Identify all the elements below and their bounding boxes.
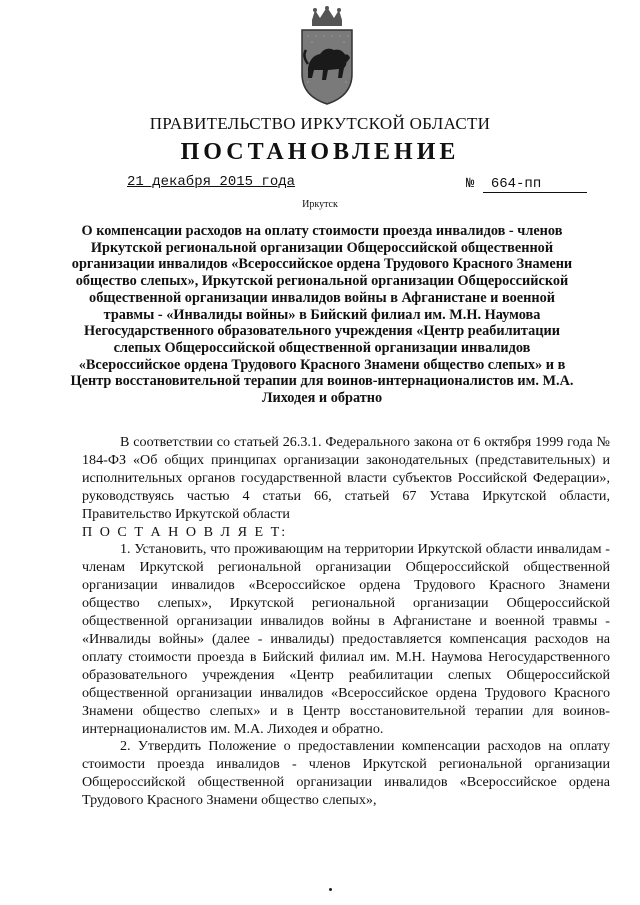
item-2-paragraph: 2. Утвердить Положение о предоставлении компенсации расходов на оплату стоимости проезда инвалидов - членов Иркутской региональной организации Общероссийской общественной организации инвалидов «Всероссийское ордена Трудового Красного Знамени общество слепых», <box>82 738 610 809</box>
document-body <box>82 434 610 810</box>
city-name: Иркутск <box>302 199 338 210</box>
preamble-paragraph: В соответствии со статьей 26.3.1. Федерального закона от 6 октября 1999 года № 184-ФЗ «Об общих принципах организации законодательных (представительных) и исполнительных органов государственной власти субъектов Российской Федерации», руководствуясь частью 4 статьи 66, статьей 67 Устава Иркутской области, Правительство Иркутской области <box>82 434 610 522</box>
document-number-block <box>466 176 587 193</box>
document-number: 664-пп <box>483 176 587 193</box>
document-date: 21 декабря 2015 года <box>127 174 296 190</box>
item-1-paragraph: 1. Установить, что проживающим на территории Иркутской области инвалидам - членам Иркутской региональной организации Общероссийской общественной организации инвалидов «Всероссийское ордена Трудового Красного Знамени общество слепых», Иркутской региональной организации Общероссийской общественной организации инвалидов войны в Афганистане и военной травмы - «Инвалиды войны» (далее - инвалиды) предоставляется компенсация расходов на оплату стоимости проезда в Бийский филиал им. М.Н. Наумова Негосударственного образовательного учреждения «Центр реабилитации слепых Общероссийской общественной организации инвалидов «Всероссийское ордена Трудового Красного Знамени общество слепых» и в Центр восстановительной терапии для воинов-интернационалистов им. М.А. Лиходея и обратно. <box>82 541 610 737</box>
coat-of-arms-icon <box>298 6 356 106</box>
number-label: № <box>466 176 475 192</box>
page-mark <box>329 888 332 891</box>
resolves-heading: П О С Т А Н О В Л Я Е Т: <box>82 523 288 540</box>
government-name: ПРАВИТЕЛЬСТВО ИРКУТСКОЙ ОБЛАСТИ <box>149 114 491 133</box>
document-title: О компенсации расходов на оплату стоимости проезда инвалидов - членов Иркутской региональной организации Общероссийской общественной организации инвалидов «Всероссийское ордена Трудового Красного Знамени общество слепых», Иркутской региональной организации Общероссийской общественной организации инвалидов войны в Афганистане и военной травмы - «Инвалиды войны» в Бийский филиал им. М.Н. Наумова Негосударственного образовательного учреждения «Центр реабилитации слепых Общероссийской общественной организации инвалидов «Всероссийское ордена Трудового Красного Знамени общество слепых» и в Центр восстановительной терапии для воинов-интернационалистов им. М.А. Лиходея и обратно <box>70 223 574 407</box>
document-type: ПОСТАНОВЛЕНИЕ <box>180 139 460 165</box>
